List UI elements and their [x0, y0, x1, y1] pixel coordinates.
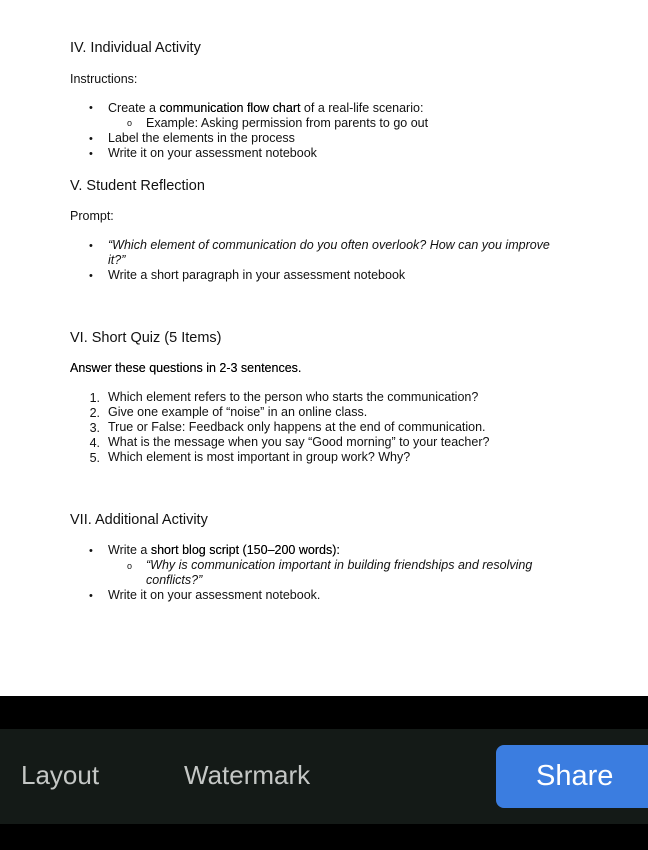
list-item-continuation: it?” — [108, 253, 126, 267]
prompt-label: Prompt: — [70, 209, 114, 223]
quiz-question: True or False: Feedback only happens at the end of communication. — [108, 420, 486, 434]
share-button[interactable]: Share — [496, 745, 648, 808]
quiz-instructions: Answer these questions in 2-3 sentences. — [70, 361, 302, 375]
quiz-question: Give one example of “noise” in an online class. — [108, 405, 368, 419]
section-heading-short-quiz: VI. Short Quiz (5 Items) — [70, 330, 222, 346]
bullet: • — [89, 102, 93, 114]
list-item: “Which element of communication do you often overlook? How can you improve — [108, 238, 550, 252]
bullet: • — [89, 270, 93, 282]
list-item: Write it on your assessment notebook — [108, 146, 317, 160]
section-heading-individual-activity: IV. Individual Activity — [70, 40, 201, 56]
quiz-question: Which element refers to the person who starts the communication? — [108, 390, 479, 404]
list-item: Write a short paragraph in your assessment notebook — [108, 268, 406, 282]
sub-bullet: o — [127, 118, 133, 128]
quiz-number: 4. — [89, 436, 100, 450]
instructions-label: Instructions: — [70, 72, 138, 86]
watermark-button[interactable]: Watermark — [184, 760, 311, 790]
list-item: Create a communication flow chart of a real-life scenario: — [108, 101, 424, 115]
sub-list-item: Example: Asking permission from parents to go out — [146, 116, 429, 130]
quiz-number: 5. — [89, 451, 100, 465]
bullet: • — [89, 545, 93, 557]
quiz-question: Which element is most important in group work? Why? — [108, 450, 411, 464]
sub-list-item: “Why is communication important in building friendships and resolving — [146, 558, 533, 572]
list-item: Label the elements in the process — [108, 131, 295, 145]
quiz-number: 3. — [89, 421, 100, 435]
sub-list-item-continuation: conflicts?” — [146, 573, 203, 587]
quiz-number: 1. — [89, 391, 100, 405]
list-item: Write a short blog script (150–200 words): — [108, 543, 340, 557]
list-item: Write it on your assessment notebook. — [108, 588, 321, 602]
quiz-number: 2. — [89, 406, 100, 420]
quiz-question: What is the message when you say “Good morning” to your teacher? — [108, 435, 490, 449]
sub-bullet: o — [127, 561, 133, 571]
bullet: • — [89, 590, 93, 602]
bullet: • — [89, 133, 93, 145]
section-heading-additional-activity: VII. Additional Activity — [70, 512, 208, 528]
bullet: • — [89, 240, 93, 252]
section-heading-student-reflection: V. Student Reflection — [70, 178, 205, 194]
bullet: • — [89, 148, 93, 160]
layout-button[interactable]: Layout — [21, 760, 100, 790]
